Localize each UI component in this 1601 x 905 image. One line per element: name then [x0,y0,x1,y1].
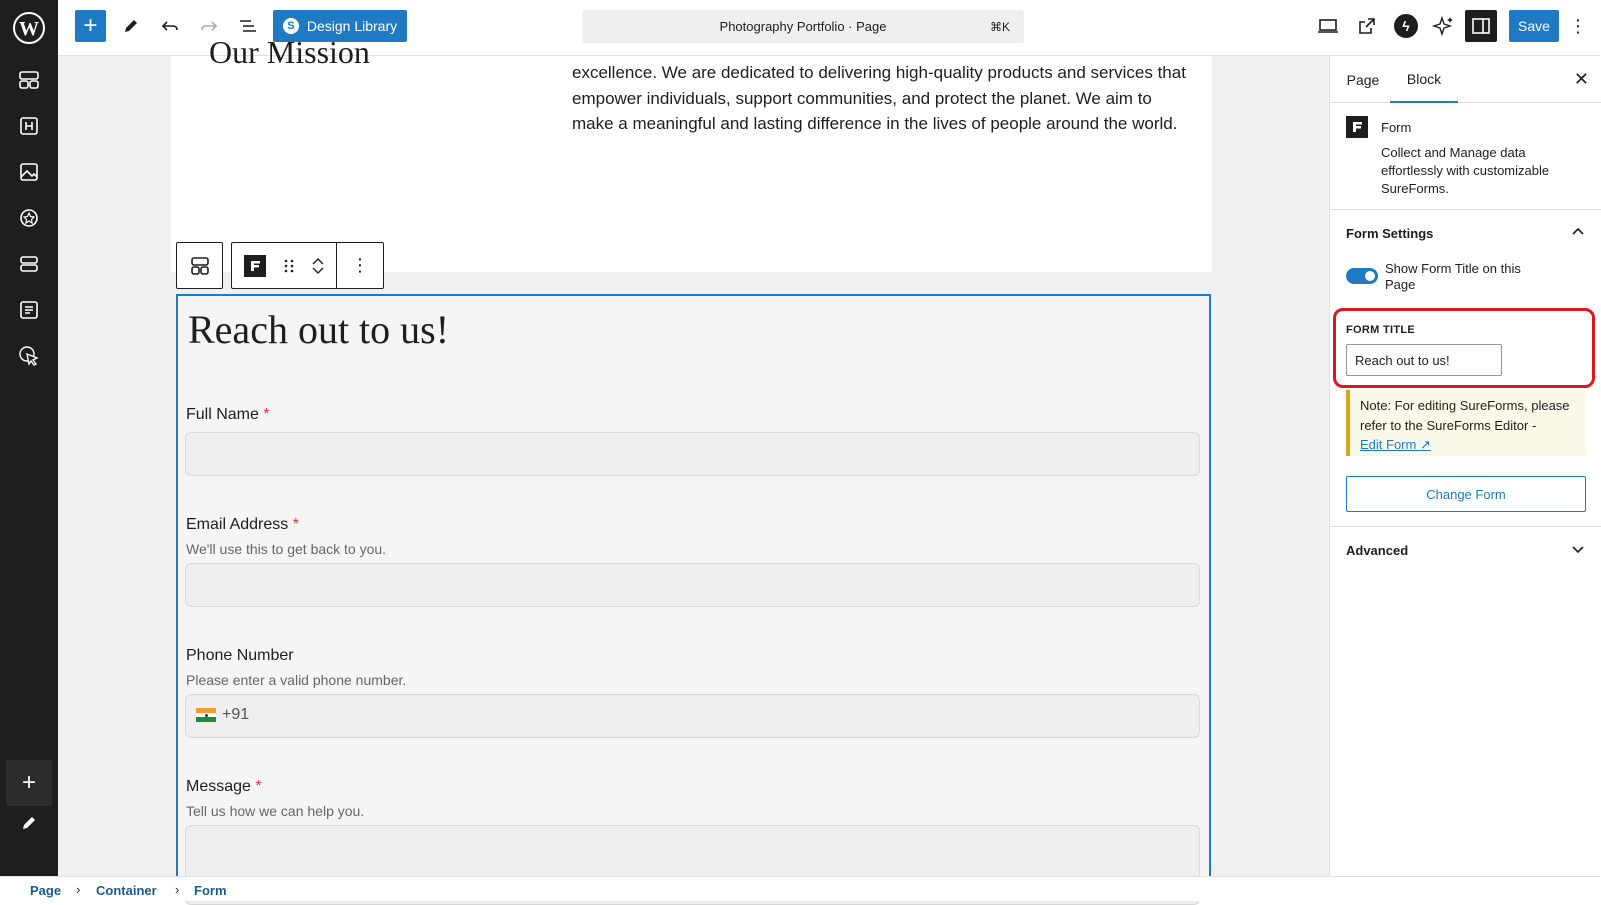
mission-heading[interactable]: Our Mission [209,34,370,70]
ai-assistant-button[interactable] [1428,10,1460,42]
sparkles-icon [1434,16,1454,36]
heading-icon [19,116,39,136]
phone-input[interactable] [185,694,1200,738]
redo-icon [200,17,218,35]
breadcrumb-separator-icon: › [76,882,81,897]
block-type-button[interactable] [232,243,278,288]
block-controls [231,242,384,289]
mission-section[interactable] [171,34,1212,272]
star-circle-icon [19,208,39,228]
chevron-up-icon[interactable] [1572,224,1584,238]
form-title: Reach out to us! [188,307,450,352]
settings-sidebar [1329,56,1600,876]
image-icon [19,162,39,182]
rail-icon-button[interactable] [12,201,46,235]
container-icon [190,256,210,276]
rail-heading-button[interactable] [12,109,46,143]
add-block-button[interactable] [75,10,106,42]
save-button[interactable]: Save [1509,10,1559,42]
change-form-button[interactable]: Change Form [1346,476,1586,512]
country-code-selector[interactable] [196,706,249,724]
edit-form-link[interactable]: Edit Form ↗ [1360,437,1431,452]
message-help-text: Tell us how we can help you. [186,803,365,819]
form-settings-title[interactable]: Form Settings [1346,226,1434,241]
external-link-icon [1358,17,1376,35]
phone-label: Phone Number [186,647,294,664]
full-name-label: Full Name * [186,406,270,423]
breadcrumb-separator-icon: › [175,882,180,897]
left-rail [0,56,58,876]
spectra-bolt-icon: ϟ [1394,14,1418,38]
preview-device-button[interactable] [1312,10,1344,42]
form-title-input[interactable] [1346,344,1502,376]
view-page-button[interactable] [1351,10,1383,42]
plus-icon: + [21,769,36,796]
divider [1330,209,1601,210]
show-title-toggle-label: Show Form Title on this Page [1385,261,1521,292]
email-input[interactable] [185,563,1200,607]
settings-sidebar-toggle[interactable] [1465,10,1497,42]
chevron-down-icon[interactable] [311,266,325,276]
more-vertical-icon: ⋮ [1569,15,1587,36]
note-text: Note: For editing SureForms, please refer to the SureForms Editor - [1360,398,1570,433]
advanced-section-title[interactable]: Advanced [1346,543,1409,558]
block-name: Form [1381,120,1412,135]
block-toolbar [176,242,384,289]
form-title-label: FORM TITLE [1346,324,1415,336]
tab-page[interactable]: Page [1346,71,1380,88]
close-sidebar-button[interactable] [1574,69,1589,90]
mission-paragraph[interactable]: excellence. We are dedicated to delivering high-quality products and services that empower individuals, support communities, and protect the planet. We aim to make a meaningful and lasting difference in the lives of people around the world. [572,63,1186,133]
shortcut-hint: ⌘K [989,19,1010,34]
wordpress-logo-icon[interactable] [0,0,58,56]
list-view-icon [239,18,257,34]
sidebar-tabs [1330,56,1601,103]
plus-icon: + [83,12,98,39]
svg-text:W: W [19,18,39,40]
page-title-label: Photography Portfolio · Page [719,19,887,34]
sureforms-form-block[interactable] [176,294,1211,894]
undo-icon [161,17,179,35]
drag-handle[interactable] [278,243,300,288]
full-name-input[interactable] [185,432,1200,476]
dial-code: +91 [222,706,250,723]
sidebar-icon [1471,17,1491,35]
design-library-label: Design Library [306,18,398,34]
cursor-click-icon [18,345,40,367]
rail-image-button[interactable] [12,155,46,189]
message-label: Message * [186,778,262,795]
breadcrumb-page[interactable]: Page [30,883,62,898]
block-description: Collect and Manage data effortlessly with customizable SureForms. [1381,145,1550,196]
pencil-icon [20,814,38,832]
show-title-toggle[interactable] [1346,268,1378,284]
chevron-up-icon[interactable] [311,256,325,266]
rail-patterns-button[interactable] [12,63,46,97]
breadcrumb [0,876,1600,901]
spectra-logo-icon: S [283,18,299,34]
command-palette-button[interactable] [582,10,1024,43]
rows-icon [19,254,39,274]
sureforms-icon [1346,116,1368,138]
rail-form-button[interactable] [12,293,46,327]
phone-help-text: Please enter a valid phone number. [186,672,407,688]
rail-add-button[interactable] [6,760,52,806]
layout-grid-icon [18,70,40,90]
tab-block[interactable]: Block [1390,56,1458,103]
move-buttons[interactable] [300,243,336,288]
rail-container-button[interactable] [12,247,46,281]
editor-canvas [58,34,1329,876]
sureforms-icon [244,255,266,277]
select-parent-button[interactable] [176,242,223,289]
options-menu-button[interactable] [1568,10,1588,42]
desktop-icon [1318,18,1338,34]
email-label: Email Address * [186,516,299,533]
divider [1330,526,1601,527]
undo-button[interactable] [154,10,186,42]
email-help-text: We'll use this to get back to you. [186,541,387,557]
block-options-button[interactable] [336,243,383,288]
drag-dots-icon [284,258,294,274]
spectra-button[interactable] [1390,10,1422,42]
chevron-down-icon[interactable] [1572,543,1584,557]
more-vertical-icon: ⋮ [351,255,369,275]
form-list-icon [19,300,39,320]
editor-note [1346,390,1586,456]
tools-pencil-button[interactable] [115,10,147,42]
rail-interactions-button[interactable] [12,339,46,373]
breadcrumb-container[interactable]: Container [96,883,157,898]
pencil-icon [122,17,140,35]
india-flag-icon [196,708,216,722]
breadcrumb-form[interactable]: Form [194,883,227,898]
rail-edit-button[interactable] [12,806,46,840]
close-icon: ✕ [1573,69,1589,89]
